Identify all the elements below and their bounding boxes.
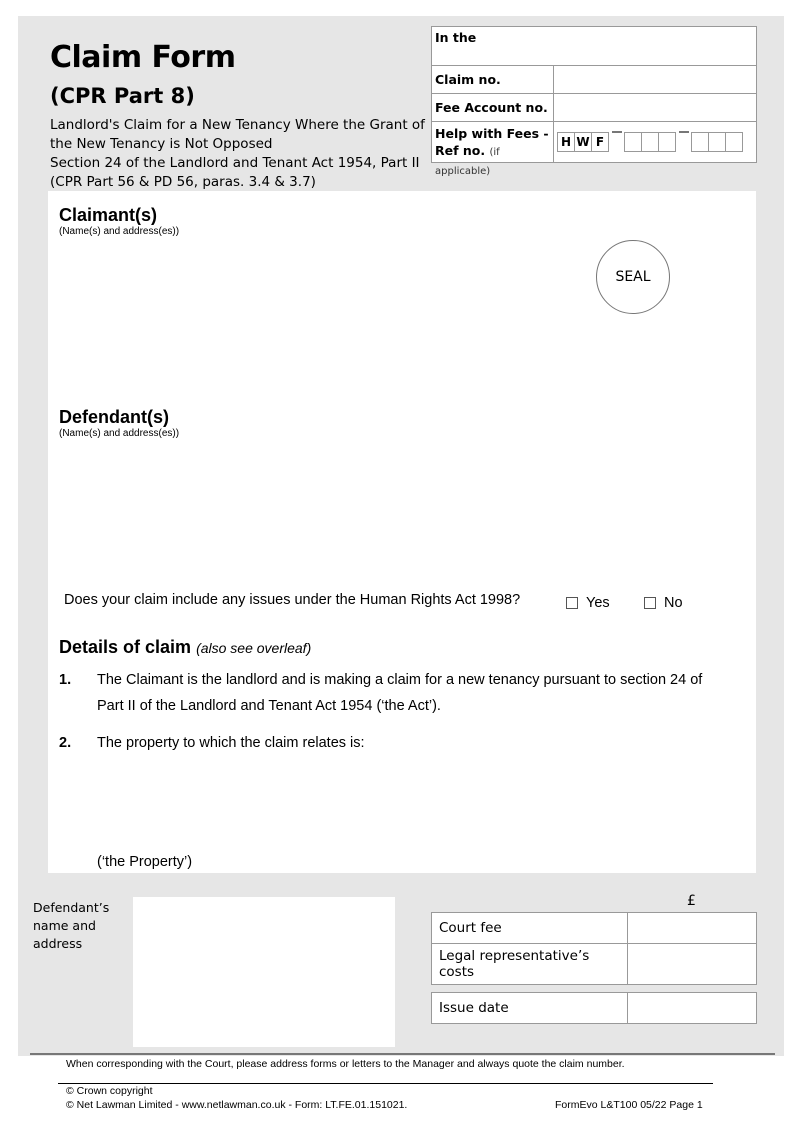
item-1-line2: Part II of the Landlord and Tenant Act 1954 (‘the Act’). <box>97 698 441 714</box>
details-heading-text: Details of claim <box>59 637 192 657</box>
form-description <box>50 116 430 192</box>
description-line-3: Section 24 of the Landlord and Tenant Act 1954, Part II <box>50 155 420 171</box>
seal-label: SEAL <box>615 269 651 285</box>
description-line-2: the New Tenancy is Not Opposed <box>50 136 273 152</box>
defendant-address-box[interactable] <box>133 897 395 1047</box>
item-1-line1: The Claimant is the landlord and is making a claim for a new tenancy pursuant to section 24 of <box>97 672 703 688</box>
bottom-divider <box>30 1053 775 1055</box>
court-fee-row <box>432 913 756 943</box>
hwf-label-line2: Ref no. <box>435 143 486 158</box>
hwf-digit-box[interactable] <box>725 132 743 152</box>
hwf-dash-2 <box>679 131 689 133</box>
hwf-digit-box[interactable] <box>691 132 709 152</box>
defendants-heading: Defendant(s) <box>59 407 170 427</box>
fee-account-row <box>432 93 756 121</box>
form-title: Claim Form <box>50 40 236 75</box>
claim-no-label: Claim no. <box>432 66 554 93</box>
claimants-heading: Claimant(s) <box>59 205 158 225</box>
currency-symbol: £ <box>687 893 696 909</box>
item-2-text <box>97 730 727 756</box>
no-label: No <box>664 595 683 611</box>
hwf-applicable-note: (if applicable) <box>435 147 500 177</box>
property-label: (‘the Property’) <box>97 854 193 870</box>
yes-checkbox[interactable] <box>566 597 578 609</box>
claim-no-row <box>432 65 756 93</box>
issue-date-row <box>432 993 756 1023</box>
human-rights-yes-option[interactable] <box>566 595 610 611</box>
hwf-label <box>432 122 554 177</box>
human-rights-no-option[interactable] <box>644 595 683 611</box>
no-checkbox[interactable] <box>644 597 656 609</box>
court-fee-field[interactable] <box>628 913 756 943</box>
hwf-digit-box[interactable] <box>708 132 726 152</box>
hwf-digit-box[interactable] <box>624 132 642 152</box>
court-details-table <box>431 26 757 177</box>
fee-account-field[interactable] <box>554 94 756 121</box>
hwf-digit-box[interactable] <box>641 132 659 152</box>
defendants-subheading: (Name(s) and address(es)) <box>59 428 180 439</box>
issue-date-label: Issue date <box>432 993 628 1023</box>
legal-costs-field[interactable] <box>628 944 756 984</box>
hwf-label-line2-wrap <box>435 142 550 180</box>
hwf-prefix-h: H <box>557 132 575 152</box>
form-subtitle: (CPR Part 8) <box>50 84 195 108</box>
court-fee-label: Court fee <box>432 913 628 943</box>
claimants-subheading: (Name(s) and address(es)) <box>59 226 180 237</box>
details-heading <box>59 637 311 658</box>
publisher-copyright: © Net Lawman Limited - www.netlawman.co.uk - Form: LT.FE.01.151021. <box>66 1099 408 1111</box>
hwf-dash-1 <box>612 131 622 133</box>
item-2-number: 2. <box>59 735 72 751</box>
description-line-1: Landlord's Claim for a New Tenancy Where the Grant of <box>50 117 425 133</box>
correspondence-note: When corresponding with the Court, please address forms or letters to the Manager and always quote the claim number. <box>66 1058 625 1070</box>
hwf-prefix-w: W <box>574 132 592 152</box>
hwf-row <box>432 121 756 177</box>
in-the-label: In the <box>435 30 477 45</box>
seal-stamp <box>596 240 670 314</box>
hwf-digit-box[interactable] <box>658 132 676 152</box>
details-heading-note: (also see overleaf) <box>196 640 312 656</box>
issue-date-field[interactable] <box>628 993 756 1023</box>
hwf-ref-boxes <box>554 122 756 162</box>
description-line-4: (CPR Part 56 & PD 56, paras. 3.4 & 3.7) <box>50 174 316 190</box>
legal-costs-row <box>432 943 756 984</box>
fees-table <box>431 912 757 985</box>
yes-label: Yes <box>586 595 610 611</box>
issue-date-table <box>431 992 757 1024</box>
item-2-line1: The property to which the claim relates is: <box>97 735 365 751</box>
hwf-label-line1: Help with Fees - <box>435 126 549 141</box>
in-the-row[interactable] <box>432 27 756 65</box>
hwf-prefix-f: F <box>591 132 609 152</box>
item-1-text <box>97 667 727 719</box>
claim-no-field[interactable] <box>554 66 756 93</box>
crown-copyright: © Crown copyright <box>66 1085 153 1097</box>
legal-costs-label: Legal representative’s costs <box>432 944 628 984</box>
defendant-address-label: Defendant’s name and address <box>33 900 110 951</box>
fee-account-label: Fee Account no. <box>432 94 554 121</box>
item-1-number: 1. <box>59 672 72 688</box>
human-rights-question: Does your claim include any issues under the Human Rights Act 1998? <box>64 592 521 608</box>
footer-divider <box>58 1083 713 1084</box>
form-reference: FormEvo L&T100 05/22 Page 1 <box>555 1099 703 1111</box>
